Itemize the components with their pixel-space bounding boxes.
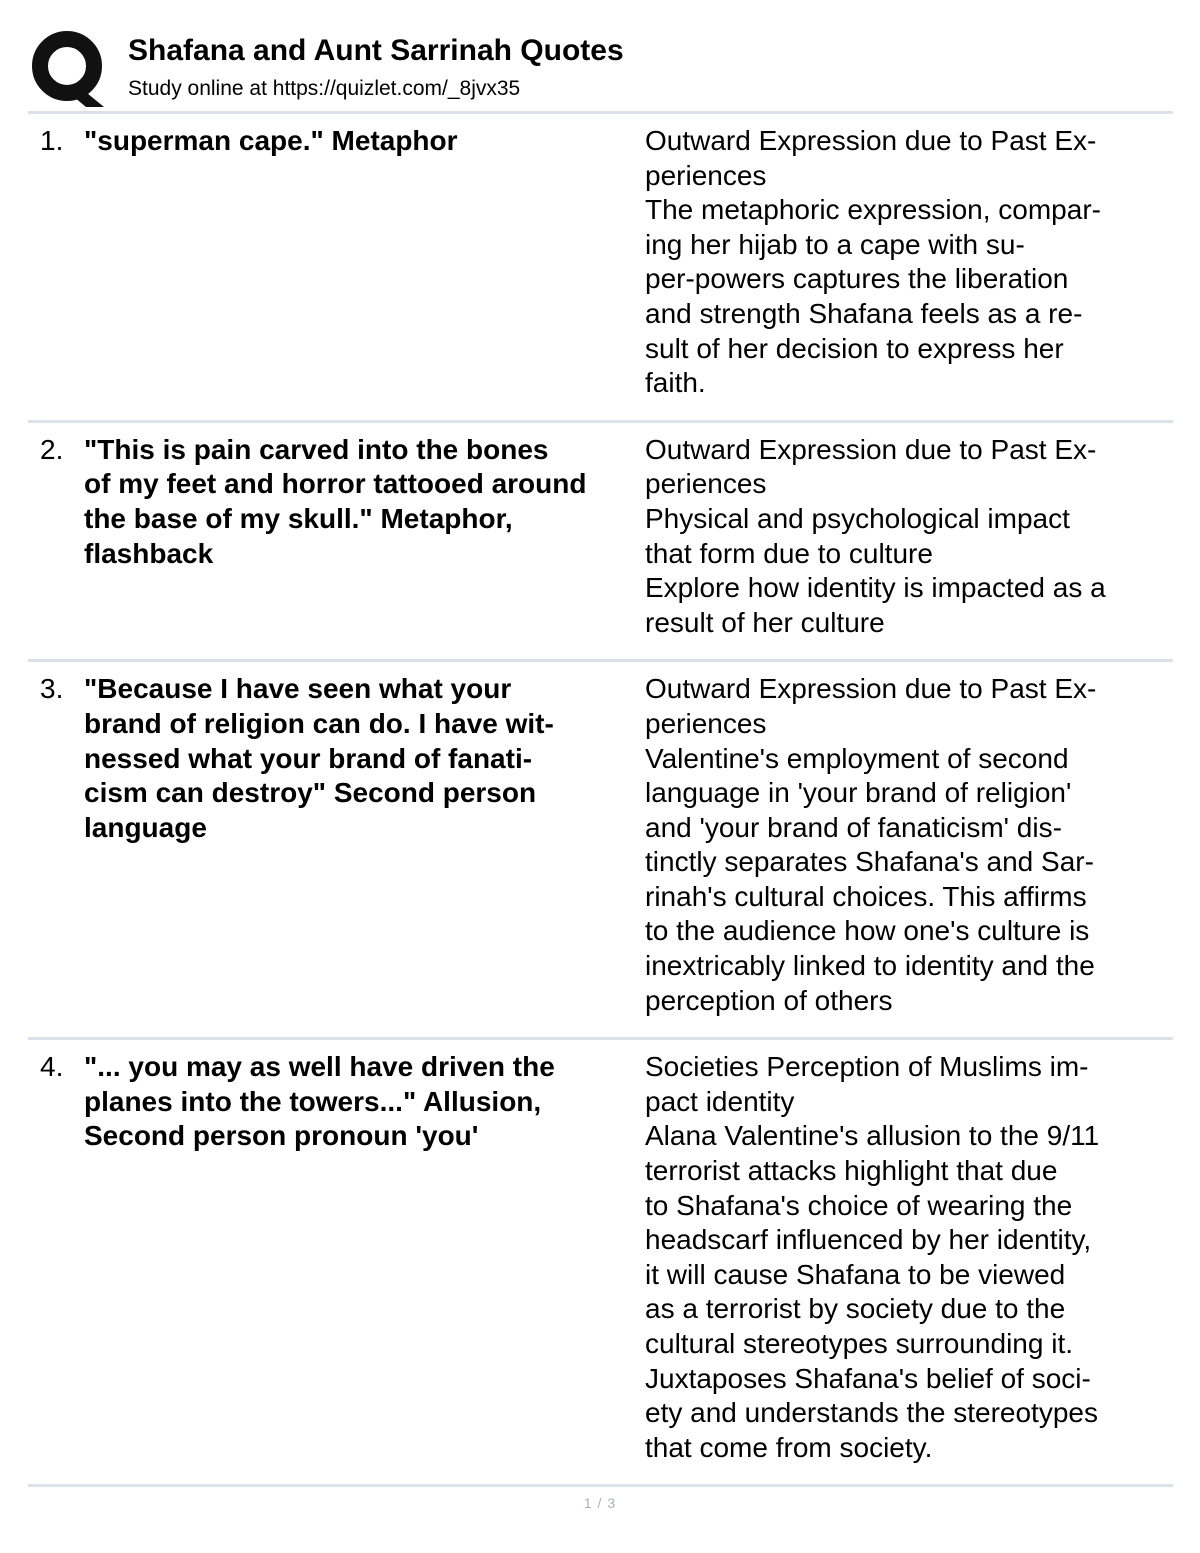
- card-number: [28, 433, 84, 641]
- flashcard-row: [28, 1040, 1173, 1487]
- term-line: planes into the towers..." Allusion,: [84, 1085, 542, 1117]
- definition-line: that form due to culture: [645, 537, 933, 569]
- definition-line: periences: [645, 159, 767, 191]
- definition-line: Outward Expression due to Past Ex-: [645, 433, 1097, 465]
- definition-line: ety and understands the stereotypes: [645, 1397, 1098, 1429]
- definition-line: faith.: [645, 367, 706, 399]
- definition-line: per-powers captures the liberation: [645, 263, 1069, 295]
- definition-line: perception of others: [645, 984, 893, 1016]
- definition-line: Juxtaposes Shafana's belief of soci-: [645, 1362, 1091, 1394]
- term-line: "Because I have seen what your: [84, 673, 512, 705]
- definition-line: periences: [645, 468, 767, 500]
- definition-line: Societies Perception of Muslims im-: [645, 1051, 1089, 1083]
- definition-line: ing her hijab to a cape with su-: [645, 228, 1025, 260]
- card-definition: [645, 1050, 1165, 1465]
- card-definition: [645, 433, 1165, 641]
- definition-line: rinah's cultural choices. This affirms: [645, 880, 1087, 912]
- definition-line: result of her culture: [645, 606, 885, 638]
- term-line: flashback: [84, 537, 214, 569]
- definition-line: language in 'your brand of religion': [645, 777, 1072, 809]
- definition-line: The metaphoric expression, compar-: [645, 194, 1101, 226]
- flashcard-row: [28, 114, 1173, 423]
- definition-line: sult of her decision to express her: [645, 332, 1064, 364]
- card-term: [84, 1050, 644, 1465]
- definition-line: Valentine's employment of second: [645, 742, 1069, 774]
- card-number: [28, 1050, 84, 1465]
- document-title: Shafana and Aunt Sarrinah Quotes: [128, 34, 624, 67]
- card-term: [84, 433, 644, 641]
- term-line: brand of religion can do. I have wit-: [84, 707, 554, 739]
- card-number-label: 1.: [40, 125, 64, 156]
- definition-line: Explore how identity is impacted as a: [645, 572, 1106, 604]
- flashcard-row: [28, 423, 1173, 663]
- page-number: 1 / 3: [583, 1495, 617, 1511]
- definition-line: periences: [645, 707, 767, 739]
- card-term: [84, 672, 644, 1018]
- card-number: [28, 672, 84, 1018]
- definition-line: to Shafana's choice of wearing the: [645, 1189, 1073, 1221]
- definition-line: Physical and psychological impact: [645, 502, 1070, 534]
- definition-line: inextricably linked to identity and the: [645, 950, 1095, 982]
- definition-line: headscarf influenced by her identity,: [645, 1224, 1092, 1256]
- flashcard-row: [28, 662, 1173, 1040]
- card-number-label: 2.: [40, 433, 64, 465]
- term-line: Second person pronoun 'you': [84, 1120, 479, 1152]
- term-line: nessed what your brand of fanati-: [84, 742, 533, 774]
- definition-line: that come from society.: [645, 1431, 933, 1463]
- card-number-label: 3.: [40, 673, 64, 705]
- card-definition: [645, 672, 1165, 1018]
- term-line: "... you may as well have driven the: [84, 1051, 555, 1083]
- card-definition: [645, 124, 1165, 401]
- document-header: [30, 28, 1175, 108]
- term-line: "This is pain carved into the bones: [84, 433, 549, 465]
- definition-line: it will cause Shafana to be viewed: [645, 1258, 1066, 1290]
- definition-line: Alana Valentine's allusion to the 9/11: [645, 1120, 1100, 1152]
- definition-line: pact identity: [645, 1085, 795, 1117]
- term-line: language: [84, 811, 207, 843]
- flashcard-list: [28, 114, 1173, 1487]
- definition-line: Outward Expression due to Past Ex-: [645, 673, 1097, 705]
- definition-line: to the audience how one's culture is: [645, 915, 1090, 947]
- definition-line: cultural stereotypes surrounding it.: [645, 1328, 1073, 1359]
- term-line: "superman cape." Metaphor: [84, 125, 458, 156]
- definition-line: terrorist attacks highlight that due: [645, 1155, 1058, 1187]
- definition-line: and 'your brand of fanaticism' dis-: [645, 811, 1062, 843]
- definition-line: tinctly separates Shafana's and Sar-: [645, 846, 1094, 878]
- term-line: the base of my skull." Metaphor,: [84, 502, 513, 534]
- term-line: cism can destroy" Second person: [84, 777, 537, 809]
- card-term: [84, 124, 644, 401]
- card-number: [28, 124, 84, 401]
- card-number-label: 4.: [40, 1051, 64, 1083]
- definition-line: and strength Shafana feels as a re-: [645, 297, 1083, 329]
- term-line: of my feet and horror tattooed around: [84, 468, 587, 500]
- study-online-link-text: Study online at https://quizlet.com/_8jvx35: [128, 77, 521, 100]
- definition-line: as a terrorist by society due to the: [645, 1293, 1066, 1325]
- quizlet-q-logo-icon: [30, 28, 110, 108]
- definition-line: Outward Expression due to Past Ex-: [645, 125, 1097, 156]
